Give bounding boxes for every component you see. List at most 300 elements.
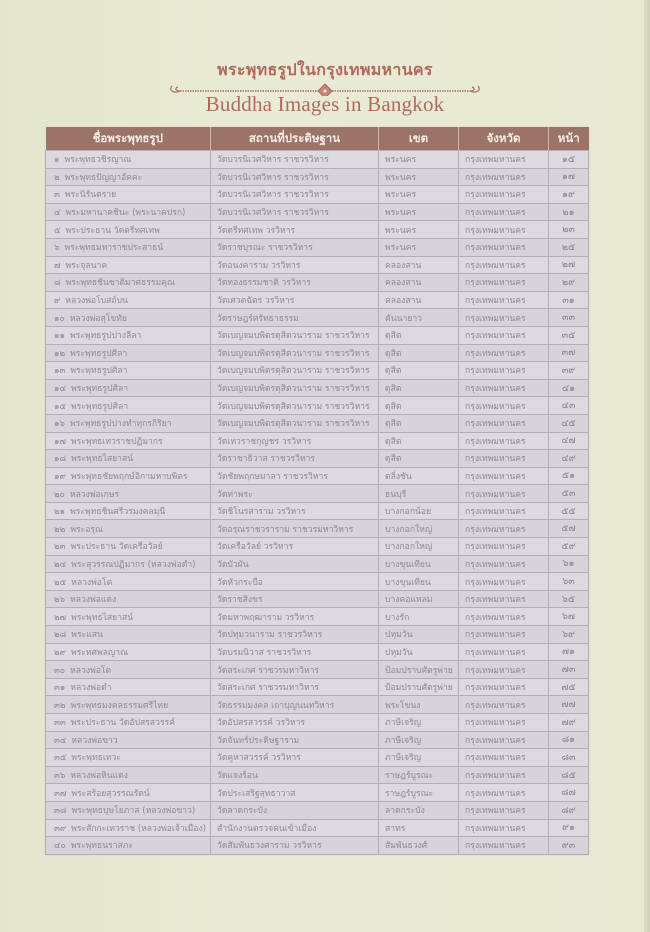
cell-place: วัดบรมนิวาส ราชวรวิหาร xyxy=(211,643,379,661)
image-name: พระสุวรรณปฏิมากร (หลวงพ่อดำ) xyxy=(71,559,196,570)
image-name: พระพุทธรูปศิลา xyxy=(70,366,128,377)
table-row xyxy=(46,766,589,784)
table-row xyxy=(46,643,589,661)
row-number: ๑๐ xyxy=(54,313,65,324)
row-number: ๒๗ xyxy=(54,612,67,623)
cell-page: ๔๑ xyxy=(549,379,589,397)
cell-place: วัดชิโนรสาราม วรวิหาร xyxy=(211,502,379,520)
cell-image-name xyxy=(46,362,211,380)
cell-province: กรุงเทพมหานคร xyxy=(459,837,549,855)
cell-province: กรุงเทพมหานคร xyxy=(459,344,549,362)
image-name: พระพุทธนราสภะ xyxy=(70,841,134,852)
cell-province: กรุงเทพมหานคร xyxy=(459,414,549,432)
image-name: พระพุทธชินศรีวรมงคลมุนี xyxy=(70,507,166,518)
table-row xyxy=(46,538,589,556)
cell-district: ปทุมวัน xyxy=(379,643,459,661)
cell-image-name xyxy=(46,203,211,221)
cell-page: ๗๕ xyxy=(549,678,589,696)
table-row xyxy=(46,238,589,256)
cell-place: วัดทองธรรมชาติ วรวิหาร xyxy=(211,274,379,292)
table-row xyxy=(46,626,589,644)
cell-place: วัดชัยพฤกษมาลา ราชวรวิหาร xyxy=(211,467,379,485)
table-row xyxy=(46,714,589,732)
cell-place: วัดสระเกศ ราชวรมหาวิหาร xyxy=(211,678,379,696)
cell-province: กรุงเทพมหานคร xyxy=(459,186,549,204)
cell-province: กรุงเทพมหานคร xyxy=(459,731,549,749)
table-row xyxy=(46,291,589,309)
cell-district: ดุสิต xyxy=(379,414,459,432)
cell-image-name xyxy=(46,538,211,556)
cell-page: ๗๙ xyxy=(549,714,589,732)
cell-page: ๖๗ xyxy=(549,608,589,626)
cell-page: ๓๓ xyxy=(549,309,589,327)
cell-district: ภาษีเจริญ xyxy=(379,731,459,749)
cell-place: วัดเบญจมบพิตรดุสิตวนาราม ราชวรวิหาร xyxy=(211,326,379,344)
cell-province: กรุงเทพมหานคร xyxy=(459,362,549,380)
row-number: ๒๔ xyxy=(54,559,67,570)
cell-district: ดุสิต xyxy=(379,397,459,415)
column-header-page: หน้า xyxy=(549,127,589,151)
row-number: ๑๙ xyxy=(54,471,66,482)
cell-page: ๔๙ xyxy=(549,450,589,468)
row-number: ๑ xyxy=(54,155,60,166)
row-number: ๓๖ xyxy=(54,771,66,782)
row-number: ๑๔ xyxy=(54,384,66,395)
table-row xyxy=(46,274,589,292)
image-name: พระพุทธชินชาติมาศธรรมคุณ xyxy=(65,278,175,289)
row-number: ๓๗ xyxy=(54,788,67,799)
image-name: พระพุทธรูปศิลา xyxy=(70,348,128,359)
cell-image-name xyxy=(46,819,211,837)
cell-image-name xyxy=(46,379,211,397)
cell-image-name xyxy=(46,626,211,644)
image-name: พระสักกะเทวราช (หลวงพ่อเจ้าเมือง) xyxy=(71,823,207,834)
cell-place: วัดปทุมวนาราม ราชวรวิหาร xyxy=(211,626,379,644)
title-block xyxy=(150,56,500,122)
row-number: ๑๘ xyxy=(54,454,67,465)
image-name: พระสร้อยสุวรรณรัตน์ xyxy=(71,788,150,799)
table-row xyxy=(46,731,589,749)
cell-image-name xyxy=(46,344,211,362)
table-header-row xyxy=(46,127,589,151)
cell-province: กรุงเทพมหานคร xyxy=(459,573,549,591)
row-number: ๒๖ xyxy=(54,595,66,606)
cell-province: กรุงเทพมหานคร xyxy=(459,379,549,397)
cell-place: วัดสัมพันธวงศาราม วรวิหาร xyxy=(211,837,379,855)
page-edge xyxy=(644,0,650,932)
cell-image-name xyxy=(46,643,211,661)
cell-place: วัดตรีทศเทพ วรวิหาร xyxy=(211,221,379,239)
cell-image-name xyxy=(46,749,211,767)
page-title-english: Buddha Images in Bangkok xyxy=(205,92,445,116)
buddha-images-table xyxy=(45,127,589,855)
cell-district: บางกอกใหญ่ xyxy=(379,538,459,556)
column-header-district: เขต xyxy=(379,127,459,151)
row-number: ๑๗ xyxy=(54,436,66,447)
cell-place: วัดราชสิงขร xyxy=(211,590,379,608)
cell-district: บางคอแหลม xyxy=(379,590,459,608)
table-row xyxy=(46,309,589,327)
cell-image-name xyxy=(46,291,211,309)
cell-place: วัดบวรนิเวศวิหาร ราชวรวิหาร xyxy=(211,151,379,169)
cell-district: ภาษีเจริญ xyxy=(379,749,459,767)
cell-place: วัดเบญจมบพิตรดุสิตวนาราม ราชวรวิหาร xyxy=(211,362,379,380)
cell-district: คลองสาน xyxy=(379,291,459,309)
cell-place: วัดจันทร์ประดิษฐาราม xyxy=(211,731,379,749)
cell-province: กรุงเทพมหานคร xyxy=(459,661,549,679)
cell-place: วัดแจงร้อน xyxy=(211,766,379,784)
cell-place: วัดอนงคาราม วรวิหาร xyxy=(211,256,379,274)
cell-province: กรุงเทพมหานคร xyxy=(459,397,549,415)
cell-image-name xyxy=(46,696,211,714)
image-name: พระพุทธบุษโยภาส (หลวงพ่อขาว) xyxy=(71,806,196,817)
cell-district: ลาดกระบัง xyxy=(379,801,459,819)
table-row xyxy=(46,555,589,573)
cell-page: ๒๙ xyxy=(549,274,589,292)
cell-place: สำนักงานตรวจคนเข้าเมือง xyxy=(211,819,379,837)
image-name: หลวงพ่อโต xyxy=(71,577,113,588)
cell-place: วัดเทวราชกุญชร วรวิหาร xyxy=(211,432,379,450)
cell-page: ๒๕ xyxy=(549,238,589,256)
cell-place: วัดราชบุรณะ ราชวรวิหาร xyxy=(211,238,379,256)
cell-place: วัดบัวผัน xyxy=(211,555,379,573)
row-number: ๑๒ xyxy=(54,348,66,359)
cell-district: ปทุมวัน xyxy=(379,626,459,644)
table-row xyxy=(46,186,589,204)
cell-district: พระนคร xyxy=(379,238,459,256)
cell-province: กรุงเทพมหานคร xyxy=(459,643,549,661)
cell-province: กรุงเทพมหานคร xyxy=(459,309,549,327)
image-name: พระพุทธไสยาสน์ xyxy=(71,612,134,623)
cell-province: กรุงเทพมหานคร xyxy=(459,485,549,503)
table-row xyxy=(46,397,589,415)
cell-district: ราษฎร์บูรณะ xyxy=(379,766,459,784)
cell-page: ๘๙ xyxy=(549,801,589,819)
table-row xyxy=(46,573,589,591)
cell-province: กรุงเทพมหานคร xyxy=(459,749,549,767)
table-row xyxy=(46,608,589,626)
cell-province: กรุงเทพมหานคร xyxy=(459,274,549,292)
page-title-thai: พระพุทธรูปในกรุงเทพมหานคร xyxy=(217,60,433,79)
table-row xyxy=(46,379,589,397)
cell-page: ๗๑ xyxy=(549,643,589,661)
cell-image-name xyxy=(46,397,211,415)
cell-page: ๖๕ xyxy=(549,590,589,608)
cell-page: ๖๑ xyxy=(549,555,589,573)
cell-district: ธนบุรี xyxy=(379,485,459,503)
cell-page: ๙๓ xyxy=(549,837,589,855)
table-row xyxy=(46,837,589,855)
cell-page: ๒๓ xyxy=(549,221,589,239)
cell-page: ๘๑ xyxy=(549,731,589,749)
image-name: หลวงพ่อดำ xyxy=(70,683,112,694)
table-row xyxy=(46,168,589,186)
cell-page: ๗๗ xyxy=(549,696,589,714)
cell-image-name xyxy=(46,326,211,344)
cell-image-name xyxy=(46,784,211,802)
cell-district: ดุสิต xyxy=(379,450,459,468)
cell-district: ดุสิต xyxy=(379,362,459,380)
cell-province: กรุงเทพมหานคร xyxy=(459,678,549,696)
column-header-name: ชื่อพระพุทธรูป xyxy=(46,127,211,151)
cell-province: กรุงเทพมหานคร xyxy=(459,256,549,274)
cell-page: ๖๙ xyxy=(549,626,589,644)
image-name: พระพุทธวชิรญาณ xyxy=(64,155,132,166)
cell-page: ๘๕ xyxy=(549,766,589,784)
row-number: ๓๒ xyxy=(54,700,66,711)
image-name: พระพุทธเทวราชปฏิมากร xyxy=(70,436,163,447)
cell-district: ราษฎร์บูรณะ xyxy=(379,784,459,802)
cell-image-name xyxy=(46,520,211,538)
cell-province: กรุงเทพมหานคร xyxy=(459,590,549,608)
cell-image-name xyxy=(46,467,211,485)
cell-district: บางขุนเทียน xyxy=(379,573,459,591)
cell-place: วัดบวรนิเวศวิหาร ราชวรวิหาร xyxy=(211,203,379,221)
cell-page: ๑๕ xyxy=(549,151,589,169)
cell-place: วัดสระเกศ ราชวรมหาวิหาร xyxy=(211,661,379,679)
row-number: ๑๑ xyxy=(54,331,65,342)
row-number: ๓๔ xyxy=(54,735,67,746)
cell-district: ดุสิต xyxy=(379,326,459,344)
cell-place: วัดเบญจมบพิตรดุสิตวนาราม ราชวรวิหาร xyxy=(211,344,379,362)
cell-province: กรุงเทพมหานคร xyxy=(459,168,549,186)
table-row xyxy=(46,749,589,767)
table-row xyxy=(46,344,589,362)
cell-district: บางขุนเทียน xyxy=(379,555,459,573)
row-number: ๒๙ xyxy=(54,647,66,658)
image-name: พระพุทธรูปปางทำทุกรกิริยา xyxy=(69,419,172,430)
row-number: ๗ xyxy=(54,260,61,271)
cell-page: ๕๗ xyxy=(549,520,589,538)
cell-province: กรุงเทพมหานคร xyxy=(459,467,549,485)
table-row xyxy=(46,362,589,380)
cell-page: ๕๙ xyxy=(549,538,589,556)
cell-page: ๗๓ xyxy=(549,661,589,679)
cell-page: ๕๕ xyxy=(549,502,589,520)
row-number: ๙ xyxy=(54,296,61,307)
row-number: ๒๑ xyxy=(54,507,66,518)
cell-province: กรุงเทพมหานคร xyxy=(459,626,549,644)
table-row xyxy=(46,696,589,714)
table-row xyxy=(46,678,589,696)
table-row xyxy=(46,784,589,802)
cell-province: กรุงเทพมหานคร xyxy=(459,801,549,819)
cell-image-name xyxy=(46,221,211,239)
row-number: ๖ xyxy=(54,243,60,254)
cell-province: กรุงเทพมหานคร xyxy=(459,555,549,573)
row-number: ๓๕ xyxy=(54,753,67,764)
image-name: พระพุทธรูปปางลีลา xyxy=(69,331,142,342)
cell-place: วัดหัวกระบือ xyxy=(211,573,379,591)
cell-place: วัดราษฎร์ศรัทธาธรรม xyxy=(211,309,379,327)
image-name: พระพุทธรูปศิลา xyxy=(70,384,129,395)
row-number: ๒๕ xyxy=(54,577,67,588)
cell-province: กรุงเทพมหานคร xyxy=(459,538,549,556)
table-row xyxy=(46,590,589,608)
row-number: ๒๐ xyxy=(54,489,65,500)
image-name: พระประธาน วัดตรีทศเทพ xyxy=(65,225,160,236)
table-row xyxy=(46,520,589,538)
cell-image-name xyxy=(46,801,211,819)
cell-district: พระโขนง xyxy=(379,696,459,714)
cell-place: วัดมหาพฤฒาราม วรวิหาร xyxy=(211,608,379,626)
cell-district: คันนายาว xyxy=(379,309,459,327)
cell-province: กรุงเทพมหานคร xyxy=(459,784,549,802)
cell-province: กรุงเทพมหานคร xyxy=(459,696,549,714)
row-number: ๓๘ xyxy=(54,806,67,817)
cell-image-name xyxy=(46,714,211,732)
image-name: พระพุทธมงคลธรรมศรีไทย xyxy=(70,700,169,711)
row-number: ๔ xyxy=(54,208,61,219)
image-name: หลวงพ่อโบสถ์บน xyxy=(65,296,128,307)
cell-province: กรุงเทพมหานคร xyxy=(459,608,549,626)
cell-province: กรุงเทพมหานคร xyxy=(459,291,549,309)
cell-province: กรุงเทพมหานคร xyxy=(459,520,549,538)
table-row xyxy=(46,450,589,468)
cell-page: ๘๗ xyxy=(549,784,589,802)
cell-place: วัดเบญจมบพิตรดุสิตวนาราม ราชวรวิหาร xyxy=(211,379,379,397)
image-name: พระพุทธไสยาสน์ xyxy=(71,454,134,465)
cell-image-name xyxy=(46,168,211,186)
cell-page: ๓๗ xyxy=(549,344,589,362)
cell-district: พระนคร xyxy=(379,221,459,239)
row-number: ๓๐ xyxy=(54,665,66,676)
row-number: ๔๐ xyxy=(54,841,66,852)
cell-place: วัดอรุณราชวราราม ราชวรมหาวิหาร xyxy=(211,520,379,538)
cell-page: ๔๓ xyxy=(549,397,589,415)
cell-place: วัดอัปสรสวรรค์ วรวิหาร xyxy=(211,714,379,732)
image-name: พระจุลนาค xyxy=(65,260,108,271)
cell-district: ภาษีเจริญ xyxy=(379,714,459,732)
cell-place: วัดราชาธิวาส ราชวรวิหาร xyxy=(211,450,379,468)
cell-image-name xyxy=(46,151,211,169)
cell-place: วัดเศวตฉัตร วรวิหาร xyxy=(211,291,379,309)
cell-page: ๔๗ xyxy=(549,432,589,450)
cell-page: ๕๓ xyxy=(549,485,589,503)
cell-province: กรุงเทพมหานคร xyxy=(459,238,549,256)
cell-place: วัดเบญจมบพิตรดุสิตวนาราม ราชวรวิหาร xyxy=(211,397,379,415)
cell-page: ๘๓ xyxy=(549,749,589,767)
row-number: ๓๙ xyxy=(54,823,67,834)
table-row xyxy=(46,819,589,837)
cell-province: กรุงเทพมหานคร xyxy=(459,203,549,221)
cell-district: ดุสิต xyxy=(379,432,459,450)
cell-district: คลองสาน xyxy=(379,256,459,274)
image-name: พระพุทธปัญญาอัคคะ xyxy=(64,172,143,183)
row-number: ๑๓ xyxy=(54,366,66,377)
row-number: ๒๘ xyxy=(54,630,67,641)
cell-district: พระนคร xyxy=(379,186,459,204)
cell-image-name xyxy=(46,590,211,608)
cell-district: ตลิ่งชัน xyxy=(379,467,459,485)
cell-image-name xyxy=(46,485,211,503)
table-row xyxy=(46,326,589,344)
image-name: พระพุทธรูปศิลา xyxy=(70,401,129,412)
cell-district: ป้อมปราบศัตรูพ่าย xyxy=(379,678,459,696)
cell-place: วัดเครือวัลย์ วรวิหาร xyxy=(211,538,379,556)
row-number: ๓๑ xyxy=(54,683,66,694)
table-row xyxy=(46,661,589,679)
image-name: พระอรุณ xyxy=(70,524,103,535)
cell-place: วัดประเสริฐสุทธาวาส xyxy=(211,784,379,802)
cell-image-name xyxy=(46,274,211,292)
cell-image-name xyxy=(46,573,211,591)
cell-place: วัดบวรนิเวศวิหาร ราชวรวิหาร xyxy=(211,168,379,186)
cell-place: วัดท่าพระ xyxy=(211,485,379,503)
cell-district: ดุสิต xyxy=(379,379,459,397)
cell-district: ป้อมปราบศัตรูพ่าย xyxy=(379,661,459,679)
image-name: หลวงพ่อขาว xyxy=(71,735,118,746)
cell-image-name xyxy=(46,309,211,327)
row-number: ๘ xyxy=(54,278,61,289)
table-row xyxy=(46,432,589,450)
image-name: พระประธาน วัดอัปสรสวรรค์ xyxy=(70,718,175,729)
cell-district: พระนคร xyxy=(379,203,459,221)
cell-image-name xyxy=(46,256,211,274)
cell-image-name xyxy=(46,238,211,256)
cell-page: ๒๑ xyxy=(549,203,589,221)
table-row xyxy=(46,256,589,274)
cell-province: กรุงเทพมหานคร xyxy=(459,714,549,732)
cell-image-name xyxy=(46,186,211,204)
cell-page: ๓๕ xyxy=(549,326,589,344)
image-name: หลวงพ่อหินแดง xyxy=(70,771,128,782)
cell-image-name xyxy=(46,555,211,573)
table-row xyxy=(46,502,589,520)
image-name: พระประธาน วัดเครือวัลย์ xyxy=(70,542,163,553)
cell-district: พระนคร xyxy=(379,168,459,186)
cell-district: สัมพันธวงศ์ xyxy=(379,837,459,855)
table-row xyxy=(46,221,589,239)
cell-place: วัดธรรมมงคล เถาบุญนนทวิหาร xyxy=(211,696,379,714)
cell-image-name xyxy=(46,414,211,432)
cell-image-name xyxy=(46,661,211,679)
cell-page: ๑๙ xyxy=(549,186,589,204)
cell-page: ๓๙ xyxy=(549,362,589,380)
cell-page: ๑๗ xyxy=(549,168,589,186)
table-row xyxy=(46,414,589,432)
cell-image-name xyxy=(46,678,211,696)
table-row xyxy=(46,203,589,221)
cell-place: วัดเบญจมบพิตรดุสิตวนาราม ราชวรวิหาร xyxy=(211,414,379,432)
row-number: ๑๕ xyxy=(54,401,66,412)
cell-province: กรุงเทพมหานคร xyxy=(459,450,549,468)
cell-district: ดุสิต xyxy=(379,344,459,362)
cell-page: ๒๗ xyxy=(549,256,589,274)
table-row xyxy=(46,467,589,485)
cell-place: วัดบวรนิเวศวิหาร ราชวรวิหาร xyxy=(211,186,379,204)
cell-district: บางรัก xyxy=(379,608,459,626)
cell-page: ๕๑ xyxy=(549,467,589,485)
cell-image-name xyxy=(46,608,211,626)
cell-image-name xyxy=(46,837,211,855)
cell-image-name xyxy=(46,502,211,520)
cell-province: กรุงเทพมหานคร xyxy=(459,432,549,450)
image-name: หลวงพ่อเกษร xyxy=(69,489,120,500)
cell-page: ๖๓ xyxy=(549,573,589,591)
row-number: ๓ xyxy=(54,190,60,201)
image-name: พระแสน xyxy=(71,630,103,641)
row-number: ๓๓ xyxy=(54,718,66,729)
cell-province: กรุงเทพมหานคร xyxy=(459,819,549,837)
cell-province: กรุงเทพมหานคร xyxy=(459,326,549,344)
cell-page: ๙๑ xyxy=(549,819,589,837)
cell-image-name xyxy=(46,766,211,784)
cell-province: กรุงเทพมหานคร xyxy=(459,151,549,169)
column-header-province: จังหวัด xyxy=(459,127,549,151)
table-row xyxy=(46,485,589,503)
cell-image-name xyxy=(46,731,211,749)
